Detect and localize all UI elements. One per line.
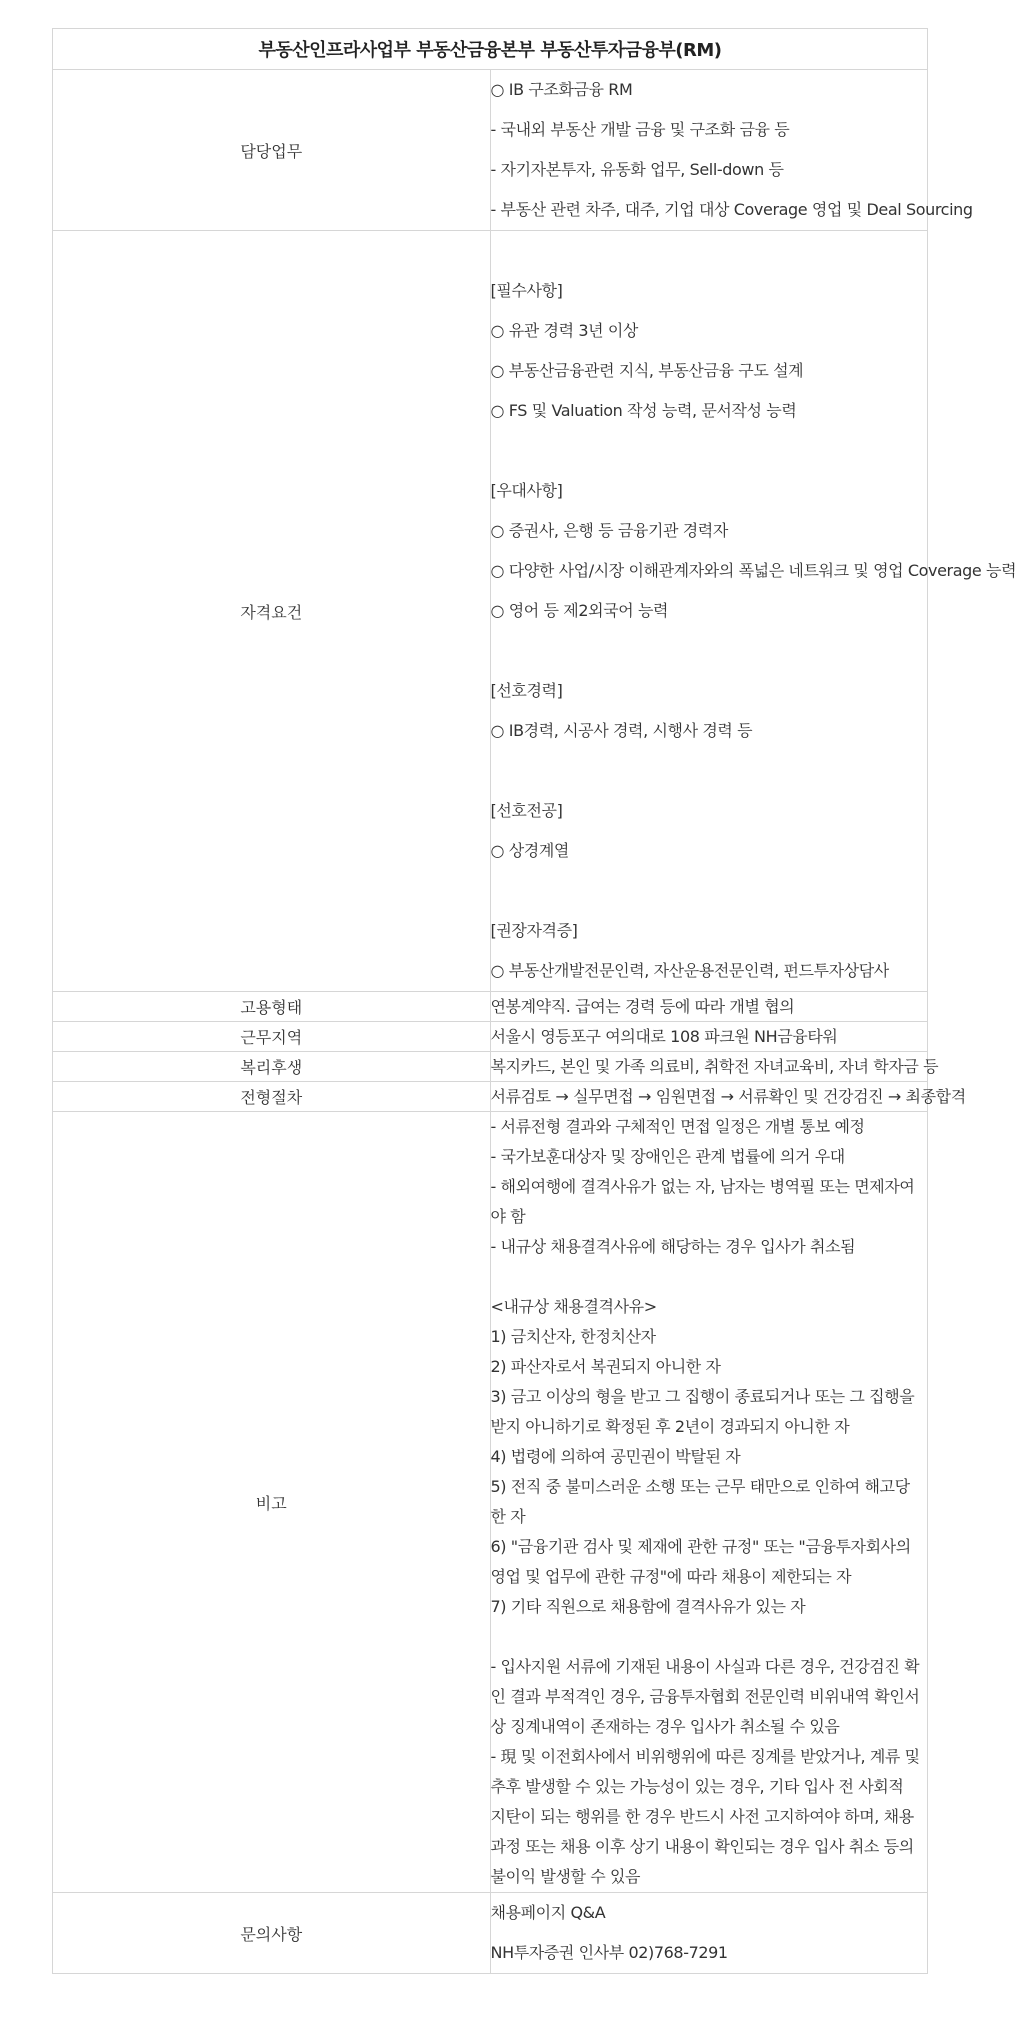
benefits-value: 복지카드, 본인 및 가족 의료비, 취학전 자녀교육비, 자녀 학자금 등 [490,1052,928,1082]
disqualification-item: 4) 법령에 의하여 공민권이 박탈된 자 [490,1447,741,1466]
disqualification-item: 1) 금치산자, 한정치산자 [490,1327,656,1346]
note-line: - 국가보훈대상자 및 장애인은 관계 법률에 의거 우대 [490,1147,845,1166]
duties-content [490,70,973,231]
inquiry-content [490,1893,928,1974]
preferred-item: ○ 다양한 사업/시장 이해관계자와의 폭넓은 네트워크 및 영업 Coverage 능력 [490,561,1017,580]
preferred-major-item: ○ 상경계열 [490,841,569,860]
required-item: ○ 부동산금융관련 지식, 부동산금융 구도 설계 [490,361,804,380]
location-row [53,1022,928,1052]
notes-label: 비고 [53,1112,491,1893]
location-value: 서울시 영등포구 여의대로 108 파크원 NH금융타워 [490,1022,928,1052]
process-value: 서류검토 → 실무면접 → 임원면접 → 서류확인 및 건강검진 → 최종합격 [490,1082,928,1112]
posting-title: 부동산인프라사업부 부동산금융본부 부동산투자금융부(RM) [53,29,928,70]
disqualification-item: 7) 기타 직원으로 채용함에 결격사유가 있는 자 [490,1597,806,1616]
required-item: ○ FS 및 Valuation 작성 능력, 문서작성 능력 [490,401,797,420]
inquiry-qna: 채용페이지 Q&A [490,1903,606,1922]
process-row [53,1082,928,1112]
additional-note: - 現 및 이전회사에서 비위행위에 따른 징계를 받았거나, 계류 및 추후 발생할 수 있는 가능성이 있는 경우, 기타 입사 전 사회적 지탄이 되는 행위를 한 경우 반드시 사전 고지하여야 하며, 채용과정 또는 채용 이후 상기 내용이 확인되는 경우 입사 취소 등의 불이익 발생할 수 있음 [490,1747,920,1886]
employment-type-value: 연봉계약직. 급여는 경력 등에 따라 개별 협의 [490,992,928,1022]
note-line: - 해외여행에 결격사유가 없는 자, 남자는 병역필 또는 면제자여야 함 [490,1177,915,1226]
qualifications-content [490,231,1017,992]
duties-label: 담당업무 [53,70,491,231]
benefits-label: 복리후생 [53,1052,491,1082]
required-heading: [필수사항] [490,281,563,300]
inquiry-row [53,1893,928,1974]
qualifications-row [53,231,928,992]
disqualification-item: 3) 금고 이상의 형을 받고 그 집행이 종료되거나 또는 그 집행을 받지 아니하기로 확정된 후 2년이 경과되지 아니한 자 [490,1387,915,1436]
disqualification-item: 5) 전직 중 불미스러운 소행 또는 근무 태만으로 인하여 해고당한 자 [490,1477,910,1526]
benefits-row [53,1052,928,1082]
certificates-heading: [권장자격증] [490,921,578,940]
note-line: - 내규상 채용결격사유에 해당하는 경우 입사가 취소됨 [490,1237,856,1256]
duties-row [53,70,928,231]
qualifications-label: 자격요건 [53,231,491,992]
job-posting-table [52,28,1017,1974]
duty-line: - 부동산 관련 차주, 대주, 기업 대상 Coverage 영업 및 Deal Sourcing [490,200,973,219]
disqualification-heading: <내규상 채용결격사유> [490,1297,657,1316]
note-line: - 서류전형 결과와 구체적인 면접 일정은 개별 통보 예정 [490,1117,865,1136]
disqualification-item: 2) 파산자로서 복권되지 아니한 자 [490,1357,721,1376]
employment-type-row [53,992,928,1022]
preferred-heading: [우대사항] [490,481,563,500]
title-row [53,29,928,70]
inquiry-contact: NH투자증권 인사부 02)768-7291 [490,1943,728,1962]
employment-type-label: 고용형태 [53,992,491,1022]
preferred-career-heading: [선호경력] [490,681,563,700]
duty-line: ○ IB 구조화금융 RM [490,80,633,99]
preferred-career-item: ○ IB경력, 시공사 경력, 시행사 경력 등 [490,721,753,740]
inquiry-label: 문의사항 [53,1893,491,1974]
location-label: 근무지역 [53,1022,491,1052]
notes-content [490,1112,928,1893]
preferred-item: ○ 영어 등 제2외국어 능력 [490,601,669,620]
preferred-major-heading: [선호전공] [490,801,563,820]
additional-note: - 입사지원 서류에 기재된 내용이 사실과 다른 경우, 건강검진 확인 결과 부적격인 경우, 금융투자협회 전문인력 비위내역 확인서상 징계내역이 존재하는 경우 입사가 취소될 수 있음 [490,1657,920,1736]
disqualification-item: 6) "금융기관 검사 및 제재에 관한 규정" 또는 "금융투자회사의 영업 및 업무에 관한 규정"에 따라 채용이 제한되는 자 [490,1537,911,1586]
duty-line: - 자기자본투자, 유동화 업무, Sell-down 등 [490,160,784,179]
required-item: ○ 유관 경력 3년 이상 [490,321,638,340]
notes-row [53,1112,928,1893]
duty-line: - 국내외 부동산 개발 금융 및 구조화 금융 등 [490,120,790,139]
process-label: 전형절차 [53,1082,491,1112]
certificates-item: ○ 부동산개발전문인력, 자산운용전문인력, 펀드투자상담사 [490,961,889,980]
preferred-item: ○ 증권사, 은행 등 금융기관 경력자 [490,521,728,540]
